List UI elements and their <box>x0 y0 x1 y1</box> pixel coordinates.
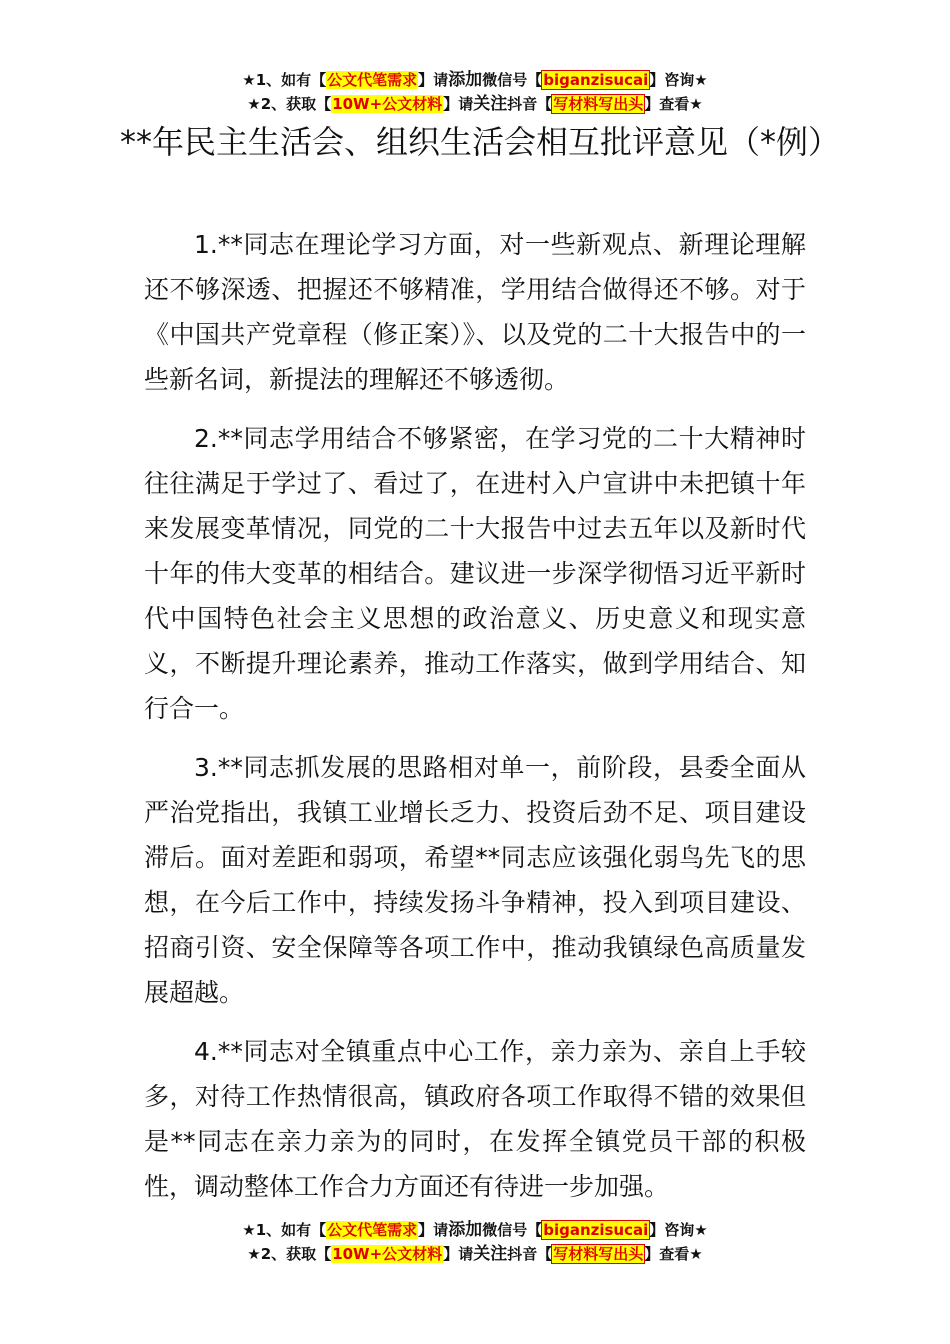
banner-text: 抖音【 <box>507 1245 553 1263</box>
header-banner <box>0 68 950 116</box>
banner-text: 微信号【 <box>482 71 543 89</box>
banner-text: 】请 <box>443 95 474 113</box>
banner-line-1 <box>0 68 950 92</box>
banner-text: 】请 <box>418 71 449 89</box>
banner-text: ★1、如有【 <box>242 1221 327 1239</box>
banner-line-2 <box>0 1242 950 1266</box>
paragraph-3: 3.**同志抓发展的思路相对单一，前阶段，县委全面从严治党指出，我镇工业增长乏力、投资后劲不足、项目建设滞后。面对差距和弱项，希望**同志应该强化弱鸟先飞的思想，在今后工作中，持续发扬斗争精神，投入到项目建设、招商引资、安全保障等各项工作中，推动我镇绿色高质量发展超越。 <box>144 753 806 1007</box>
document-body <box>144 222 806 1223</box>
paragraph-4: 4.**同志对全镇重点中心工作，亲力亲为、亲自上手较多，对待工作热情很高，镇政府各项工作取得不错的效果但是**同志在亲力亲为的同时，在发挥全镇党员干部的积极性，调动整体工作合力方面还有待进一步加强。 <box>144 1037 806 1201</box>
banner-text: ★1、如有【 <box>242 71 327 89</box>
banner-emphasis: 关注 <box>473 1244 508 1264</box>
footer-banner <box>0 1218 950 1266</box>
paragraph-1: 1.**同志在理论学习方面，对一些新观点、新理论理解还不够深透、把握还不够精准，学用结合做得还不够。对于《中国共产党章程（修正案）》、以及党的二十大报告中的一些新名词，新提法的理解还不够透彻。 <box>144 230 806 394</box>
banner-text: 】咨询★ <box>649 71 708 89</box>
banner-text: 抖音【 <box>507 95 553 113</box>
banner-text: 】请 <box>443 1245 474 1263</box>
banner-text: 】咨询★ <box>649 1221 708 1239</box>
banner-highlight-service: 公文代笔需求 <box>327 71 418 89</box>
banner-highlight-service: 公文代笔需求 <box>327 1221 418 1239</box>
banner-highlight-wechat: biganzisucai <box>543 71 649 89</box>
banner-emphasis: 添加 <box>448 70 483 90</box>
banner-emphasis: 添加 <box>448 1220 483 1240</box>
banner-text: 】请 <box>418 1221 449 1239</box>
banner-text: 微信号【 <box>482 1221 543 1239</box>
banner-highlight-wechat: biganzisucai <box>543 1221 649 1239</box>
paragraph-2: 2.**同志学用结合不够紧密，在学习党的二十大精神时往往满足于学过了、看过了，在进村入户宣讲中未把镇十年来发展变革情况，同党的二十大报告中过去五年以及新时代十年的伟大变革的相结合。建议进一步深学彻悟习近平新时代中国特色社会主义思想的政治意义、历史意义和现实意义，不断提升理论素养，推动工作落实，做到学用结合、知行合一。 <box>144 424 806 723</box>
banner-line-2 <box>0 92 950 116</box>
banner-text: ★2、获取【 <box>247 95 332 113</box>
banner-emphasis: 关注 <box>473 94 508 114</box>
banner-highlight-douyin: 写材料写出头 <box>553 1245 644 1263</box>
banner-highlight-materials: 10W+公文材料 <box>332 1245 443 1263</box>
banner-text: 】查看★ <box>644 1245 703 1263</box>
banner-highlight-douyin: 写材料写出头 <box>553 95 644 113</box>
banner-highlight-materials: 10W+公文材料 <box>332 95 443 113</box>
banner-text: 】查看★ <box>644 95 703 113</box>
banner-text: ★2、获取【 <box>247 1245 332 1263</box>
document-title: **年民主生活会、组织生活会相互批评意见（*例） <box>120 123 841 161</box>
banner-line-1 <box>0 1218 950 1242</box>
